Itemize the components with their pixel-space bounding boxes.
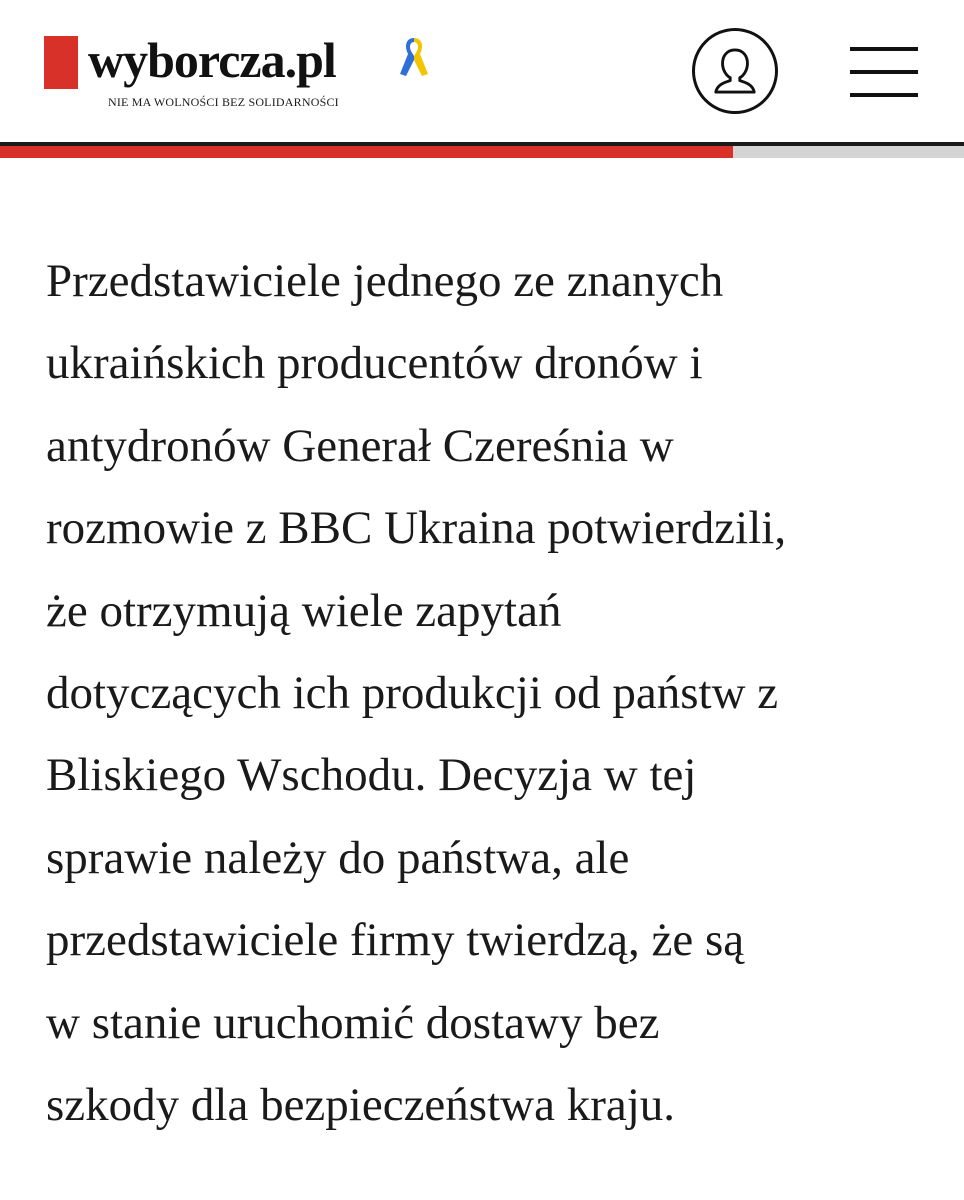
site-header (0, 0, 964, 142)
reading-progress-bar (0, 146, 964, 158)
hamburger-menu-icon (850, 47, 918, 51)
hamburger-menu-icon (850, 70, 918, 74)
article-text-line: Przedstawiciele jednego ze znanych (46, 255, 724, 307)
article-text-line: sprawie należy do państwa, ale (46, 831, 630, 884)
article-text-line: dotyczących ich produkcji od państw z (46, 667, 779, 720)
article-text-line: rozmowie z BBC Ukraina potwierdzili, (46, 502, 787, 555)
user-account-button[interactable] (692, 28, 778, 114)
article-text-line: antydronów Generał Czereśnia w (46, 419, 674, 472)
hamburger-menu-button[interactable] (850, 47, 918, 99)
logo-tagline: NIE MA WOLNOŚCI BEZ SOLIDARNOŚCI (108, 95, 339, 109)
reading-progress-fill (0, 146, 733, 158)
hamburger-menu-icon (850, 93, 918, 97)
article-text-line: w stanie uruchomić dostawy bez (46, 996, 660, 1049)
article-text-line: ukraińskich producentów dronów i (46, 337, 703, 390)
ukraine-ribbon-icon (396, 34, 432, 80)
article-text-line: przedstawiciele firmy twierdzą, że są (46, 914, 745, 967)
site-logo[interactable] (44, 34, 464, 114)
article-text-line: że otrzymują wiele zapytań (46, 584, 562, 637)
article-body (46, 240, 926, 1146)
article-text-line: Bliskiego Wschodu. Decyzja w tej (46, 749, 697, 802)
logo-wordmark: wyborcza.pl (88, 32, 336, 88)
logo-red-square (44, 36, 78, 89)
user-icon (712, 46, 758, 96)
article-text-line: szkody dla bezpieczeństwa kraju. (46, 1079, 676, 1132)
